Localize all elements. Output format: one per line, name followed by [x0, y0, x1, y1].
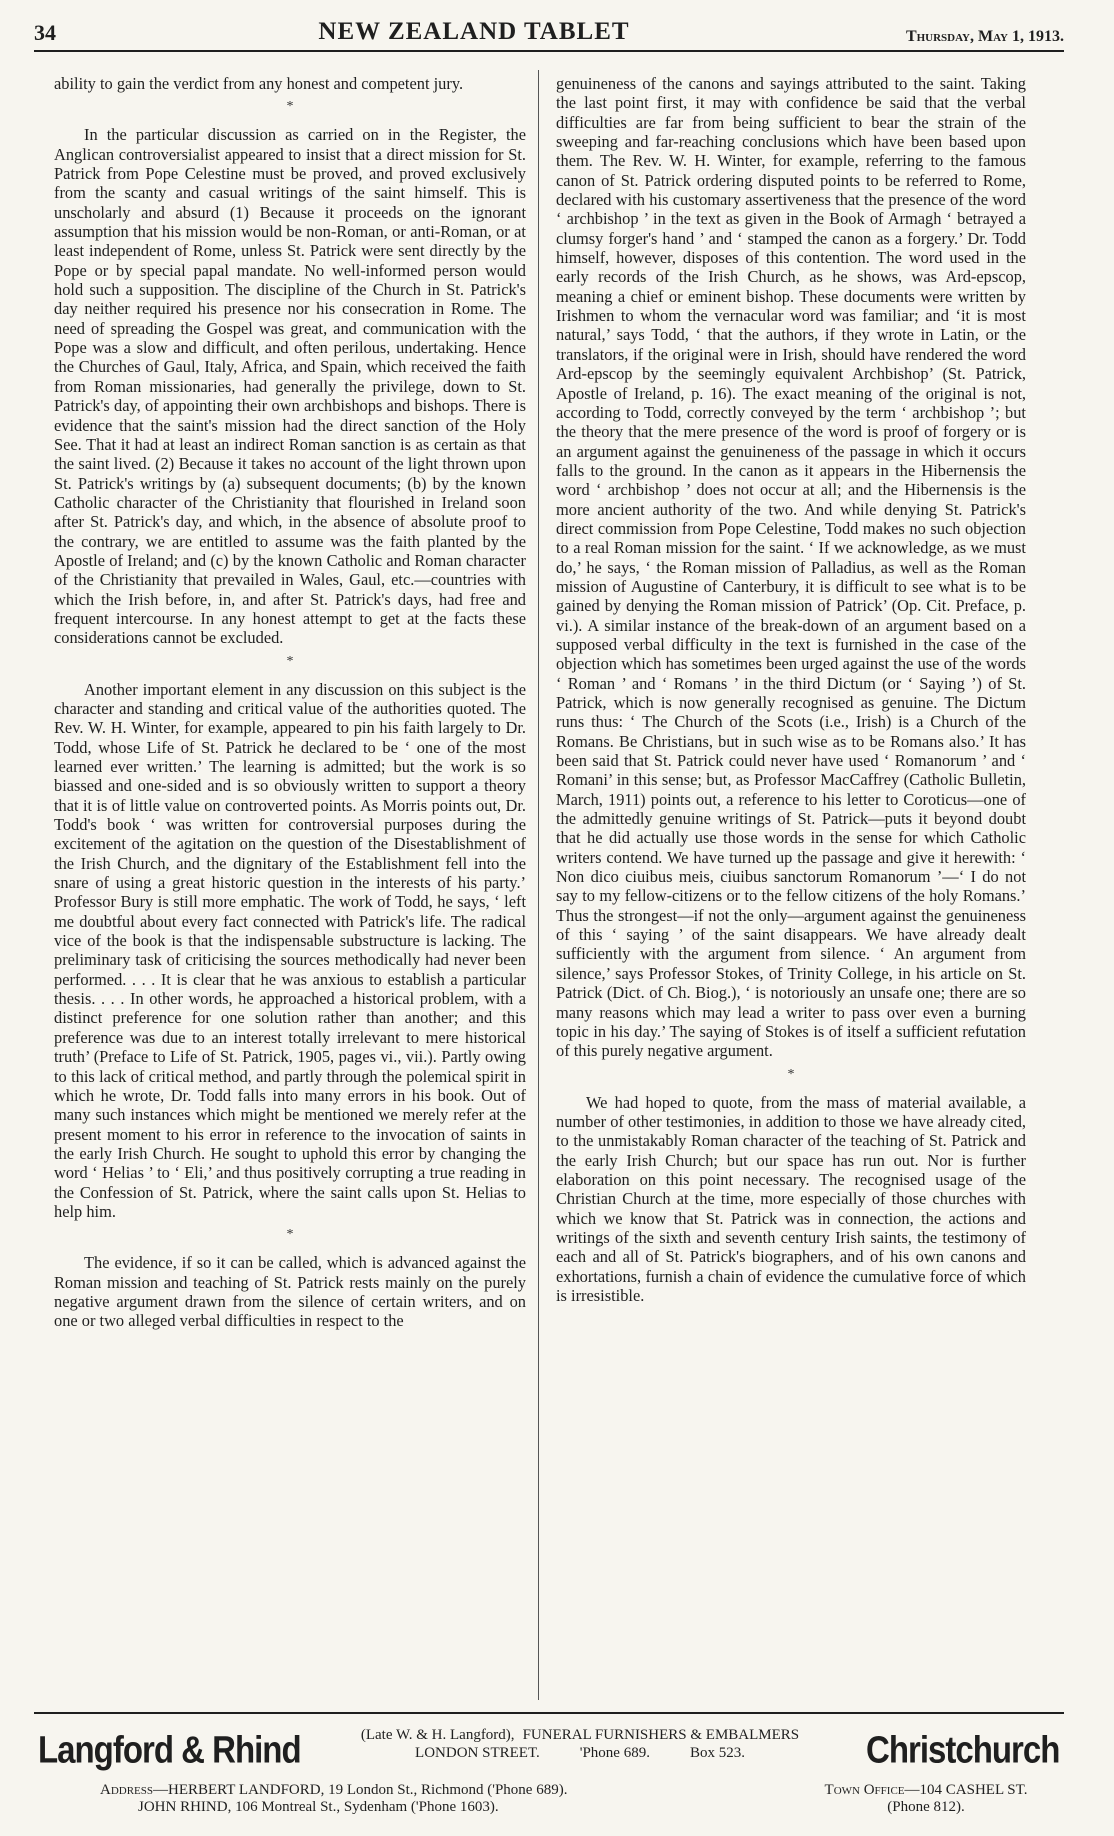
footer-divider: [34, 1712, 1064, 1714]
advertiser-city: Christchurch: [866, 1728, 1060, 1771]
town-office-label: Town Office—: [824, 1782, 920, 1798]
town-office-phone: (Phone 812).: [887, 1799, 965, 1815]
article-paragraph: In the particular discussion as carried on in the Register, the Anglican controversialist appeared to insist that a direct mission for St. Patrick from Pope Celestine must be proved, and proved exclusively from the scanty and casual writings of the saint himself. This is unscholarly and absurd (1) Because it proceeds on the ignorant assumption that his mission would be non-Roman, or anti-Roman, or at least independent of Rome, unless St. Patrick were sent directly by the Pope or by special papal mandate. No well-informed person would hold such a supposition. The discipline of the Church in St. Patrick's day neither required his presence nor his consecration in Rome. The need of spreading the Gospel was great, and communication with the Pope was a slow and difficult, and often perilous, undertaking. Hence the Churches of Gaul, Italy, Africa, and Spain, which received the faith from Roman missionaries, had generally the privilege, down to St. Patrick's day, of appointing their own archbishops and bishops. There is evidence that the saint's mission had the direct sanction of the Holy See. That it had at least an indirect Roman sanction is as certain as that the saint lived. (2) Because it takes no account of the light thrown upon St. Patrick's writings by (a) subsequent documents; (b) by the known Catholic character of the Christianity that flourished in Ireland soon after St. Patrick's day, and which, in the absence of absolute proof to the contrary, we are entitled to assume was the faith planted by the Apostle of Ireland; and (c) by the known Catholic and Roman character of the Christianity that prevailed in Wales, Gaul, etc.—countries with which the Irish before, in, and after St. Patrick's days, had free and frequent intercourse. In any honest attempt to get at the facts these considerations cannot be excluded.: [54, 125, 526, 648]
column-divider: [538, 70, 539, 1700]
advertiser-name: Langford & Rhind: [38, 1728, 301, 1771]
right-column: [556, 74, 1026, 1696]
address-line: HERBERT LANDFORD, 19 London St., Richmond ('Phone 689).: [168, 1782, 568, 1798]
issue-date: Thursday, May 1, 1913.: [905, 28, 1064, 45]
town-office: [776, 1782, 1076, 1816]
article-paragraph: We had hoped to quote, from the mass of material available, a number of other testimonies, in addition to those we have already cited, to the unmistakably Roman character of the teaching of St. Patrick and the early Irish Church; but our space has run out. Nor is further elaboration on this point necessary. The recognised usage of the Christian Church at the time, more especially of those churches with which we know that St. Patrick was in connection, the actions and writings of the sixth and seventh century Irish saints, the testimony of each and all of St. Patrick's biographers, and of his own canons and exhortations, furnish a chain of evidence the cumulative force of which is irresistible.: [556, 1092, 1026, 1305]
left-column: [54, 74, 526, 1696]
page-number: 34: [34, 20, 56, 45]
article-paragraph: genuineness of the canons and sayings attributed to the saint. Taking the last point first, it may with confidence be said that the verbal difficulties are far from being sufficient to bear the strain of the sweeping and far-reaching conclusions which have been based upon them. The Rev. W. H. Winter, for example, referring to the famous canon of St. Patrick ordering disputed points to be referred to Rome, declared with his customary assertiveness that the presence of the word ‘ archbishop ’ in the text as given in the Book of Armagh ‘ betrayed a clumsy forger's hand ’ and ‘ stamped the canon as a forgery.’ Dr. Todd himself, however, disposes of this contention. The word used in the early records of the Irish Church, as he shows, was Ard-epscop, meaning a chief or eminent bishop. These documents were written by Irishmen to whom the vernacular word was familiar; and ‘it is most natural,’ says Todd, ‘ that the authors, if they wrote in Latin, or the translators, if the original were in Irish, should have rendered the word Ard-epscop by the seemingly equivalent Archbishop’ (St. Patrick, Apostle of Ireland, p. 16). The exact meaning of the original is not, according to Todd, correctly conveyed by the term ‘ archbishop ’; but the theory that the mere presence of the word is proof of forgery or is an argument against the genuineness of the passage in which it occurs falls to the ground. In the canon as it appears in the Hibernensis the word ‘ archbishop ’ does not occur at all; and the Hibernensis is the more ancient authority of the two. And while denying St. Patrick's direct commission from Pope Celestine, Todd makes no such objection to a real Roman mission for the saint. ‘ If we acknowledge, as we must do,’ he says, ‘ the Roman mission of Palladius, as well as the Roman mission of Augustine of Canterbury, it is difficult to see what is to be gained by denying the Roman mission of Patrick’ (Op. Cit. Preface, p. vi.). A similar instance of the break-down of an argument based on a supposed verbal difficulty in the text is furnished in the case of the objection which has sometimes been urged against the use of the words ‘ Roman ’ and ‘ Romans ’ in the third Dictum (or ‘ Saying ’) of St. Patrick, which is now generally recognised as genuine. The Dictum runs thus: ‘ The Church of the Scots (i.e., Irish) is a Church of the Romans. Be Christians, but in such wise as to be Romans also.’ It has been said that St. Patrick could never have used ‘ Romanorum ’ and ‘ Romani’ in this sense; but, as Professor MacCaffrey (Catholic Bulletin, March, 1911) points out, a reference to his letter to Coroticus—one of the admittedly genuine writings of St. Patrick—puts it beyond doubt that he did actually use those words in the sense for which Catholic writers contend. We have turned up the passage and give it herewith: ‘ Non dico ciuibus meis, ciuibus sanctorum Romanorum ’—‘ I do not say to my fellow-citizens or to the fellow citizens of the holy Romans.’ Thus the strongest—if not the only—argument against the genuineness of this ‘ saying ’ of the saint disappears. We have already dealt sufficiently with the argument from silence. ‘ An argument from silence,’ says Professor Stokes, of Trinity College, in his article on St. Patrick (Dict. of Ch. Biog.), ‘ is notoriously an unsafe one; there are so many reasons which may lead a writer to pass over even a burning topic in his day.’ The saying of Stokes is of itself a sufficient refutation of this purely negative argument.: [556, 74, 1026, 1061]
newspaper-title: NEW ZEALAND TABLET: [318, 18, 630, 45]
former-name: (Late W. & H. Langford),: [360, 1727, 515, 1743]
po-box: Box 523.: [689, 1745, 745, 1761]
section-separator: *: [286, 653, 294, 669]
business-type: FUNERAL FURNISHERS & EMBALMERS: [522, 1727, 800, 1743]
advertisement-details: [290, 1726, 870, 1762]
section-separator: *: [286, 1227, 294, 1243]
article-paragraph: The evidence, if so it can be called, which is advanced against the Roman mission and teaching of St. Patrick rests mainly on the purely negative argument drawn from the silence of certain writers, and on one or two alleged verbal difficulties in respect to the: [54, 1253, 526, 1331]
article-paragraph: Another important element in any discussion on this subject is the character and standing and critical value of the authorities quoted. The Rev. W. H. Winter, for example, appeared to pin his faith largely to Dr. Todd, whose Life of St. Patrick he declared to be ‘ one of the most learned ever written.’ The learning is admitted; but the work is so biassed and one-sided and is so obviously written to support a theory that it is of little value on controverted points. As Morris points out, Dr. Todd's book ‘ was written for controversial purposes during the excitement of the agitation on the question of the Disestablishment of the Irish Church, and the dignitary of the Establishment fell into the snare of using a great historic question in the interests of his party.’ Professor Bury is still more emphatic. The work of Todd, he says, ‘ left me doubtful about every fact connected with Patrick's life. The radical vice of the book is that the indispensable substructure is lacking. The preliminary task of criticising the sources methodically had never been performed. . . . It is clear that he was anxious to establish a particular thesis. . . . In other words, he approached a historical problem, with a distinct preference for one solution rather than another; and this preference was due to an interest totally irrelevant to mere historical truth’ (Preface to Life of St. Patrick, 1905, pages vi., vii.). Partly owing to this lack of critical method, and partly through the polemical spirit in which he wrote, Dr. Todd falls into many errors in his book. Out of many such instances which might be mentioned we merely refer at the present moment to his error in reference to the invocation of saints in the early Irish Church. He sought to uphold this error by changing the word ‘ Helias ’ to ‘ Eli,’ and thus positively corrupting a true reading in the Confession of St. Patrick, where the saint calls upon St. Helias to help him.: [54, 679, 526, 1221]
address-label: Address—: [100, 1782, 169, 1798]
article-paragraph: ability to gain the verdict from any honest and competent jury.: [54, 74, 464, 93]
town-office-address: 104 CASHEL ST.: [919, 1782, 1028, 1798]
phone-number: 'Phone 689.: [579, 1745, 650, 1761]
street-address: LONDON STREET.: [415, 1745, 540, 1761]
advertiser-addresses: [100, 1782, 700, 1816]
address-line: JOHN RHIND, 106 Montreal St., Sydenham ('Phone 1603).: [138, 1799, 499, 1815]
section-separator: *: [787, 1066, 795, 1082]
masthead: [34, 14, 1064, 52]
section-separator: *: [286, 99, 294, 115]
